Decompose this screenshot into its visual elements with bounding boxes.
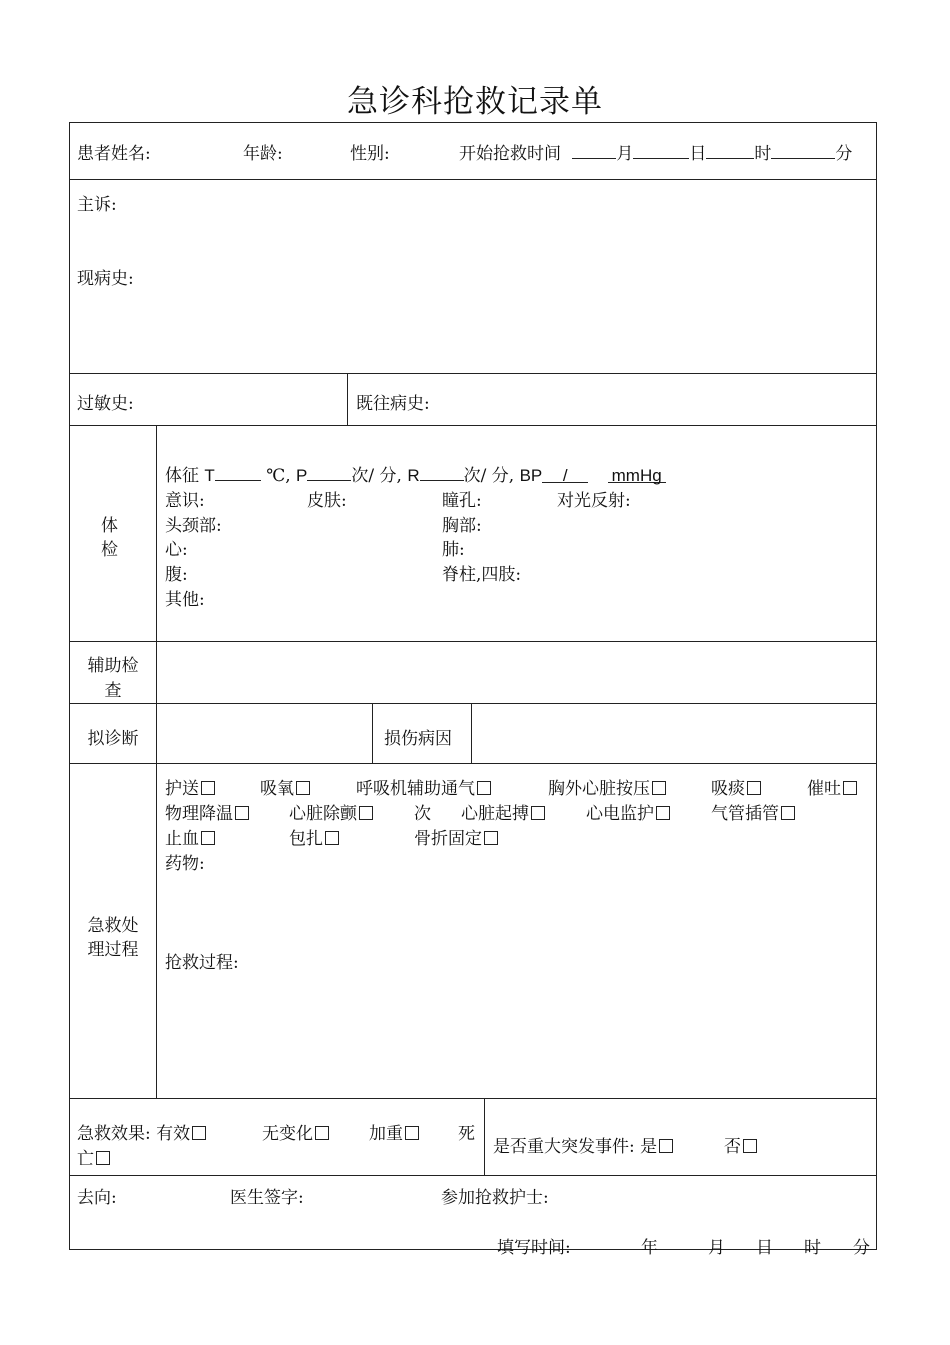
- mmhg-blank[interactable]: [608, 466, 666, 483]
- bandage-label: 包扎: [289, 829, 323, 849]
- month-blank[interactable]: [572, 142, 616, 159]
- fill-month-label: 月: [708, 1238, 725, 1258]
- light-reflex-label: 对光反射:: [557, 491, 631, 511]
- bp-slash: /: [562, 466, 568, 485]
- fill-time-label: 填写时间:: [497, 1238, 571, 1258]
- effect-option[interactable]: [262, 1119, 329, 1144]
- emesis-checkbox[interactable]: [843, 781, 857, 795]
- ventilator-label: 呼吸机辅助通气: [356, 779, 475, 799]
- column-divider: [471, 703, 472, 763]
- treatment-option[interactable]: [289, 799, 373, 824]
- temperature-label: T: [204, 466, 215, 485]
- skin-label: 皮肤:: [307, 491, 347, 511]
- treatment-option[interactable]: [807, 774, 857, 799]
- defibrillation-times-label: 次: [414, 804, 431, 824]
- pupil-label: 瞳孔:: [442, 491, 482, 511]
- bandage-checkbox[interactable]: [325, 831, 339, 845]
- cooling-checkbox[interactable]: [235, 806, 249, 820]
- celsius-unit: ℃,: [266, 466, 291, 486]
- escort-checkbox[interactable]: [201, 781, 215, 795]
- row-divider: [70, 641, 876, 642]
- fill-hour-label: 时: [804, 1238, 821, 1258]
- row-divider: [70, 373, 876, 374]
- patient-name-label: 患者姓名:: [77, 144, 151, 164]
- no-change-label: 无变化: [262, 1124, 313, 1144]
- no-checkbox[interactable]: [743, 1139, 757, 1153]
- oxygen-checkbox[interactable]: [296, 781, 310, 795]
- cpr-checkbox[interactable]: [652, 781, 666, 795]
- treatment-option[interactable]: [548, 774, 666, 799]
- cooling-label: 物理降温: [165, 804, 233, 824]
- present-illness-label: 现病史:: [77, 269, 134, 289]
- worse-label: 加重: [369, 1124, 403, 1144]
- column-divider: [484, 1098, 485, 1175]
- emesis-label: 催吐: [807, 779, 841, 799]
- doctor-sign-label: 医生签字:: [230, 1188, 304, 1208]
- mmhg-unit: mmHg: [611, 466, 662, 485]
- ecg-monitor-label: 心电监护: [586, 804, 654, 824]
- pacing-label: 心脏起搏: [461, 804, 529, 824]
- treatment-option[interactable]: [165, 799, 249, 824]
- day-blank[interactable]: [633, 142, 689, 159]
- treatment-option[interactable]: [711, 774, 761, 799]
- effective-checkbox[interactable]: [192, 1126, 206, 1140]
- other-label: 其他:: [165, 590, 205, 610]
- heart-label: 心:: [165, 540, 188, 560]
- hemostasis-checkbox[interactable]: [201, 831, 215, 845]
- consciousness-label: 意识:: [165, 491, 205, 511]
- form-title: 急诊科抢救记录单: [347, 84, 603, 120]
- treatment-option[interactable]: [165, 774, 215, 799]
- label-column-divider: [156, 425, 157, 1098]
- chest-label: 胸部:: [442, 516, 482, 536]
- row-divider: [70, 425, 876, 426]
- suction-label: 吸痰: [711, 779, 745, 799]
- treatment-option[interactable]: [461, 799, 545, 824]
- treatment-option[interactable]: [260, 774, 310, 799]
- major-event-row: [493, 1132, 673, 1157]
- nurses-label: 参加抢救护士:: [441, 1188, 549, 1208]
- spine-limbs-label: 脊柱,四肢:: [442, 565, 522, 585]
- month-label: 月: [616, 144, 634, 164]
- exam-label-1: 体: [101, 516, 118, 536]
- no-change-checkbox[interactable]: [315, 1126, 329, 1140]
- yes-label: 是: [640, 1137, 658, 1157]
- bp-label: BP: [519, 466, 543, 485]
- treatment-option[interactable]: [165, 824, 215, 849]
- worse-checkbox[interactable]: [405, 1126, 419, 1140]
- treatment-label-1: 急救处: [87, 916, 139, 936]
- column-divider: [347, 373, 348, 425]
- treatment-option[interactable]: [289, 824, 339, 849]
- abdomen-label: 腹:: [165, 565, 188, 585]
- age-label: 年龄:: [243, 144, 283, 164]
- row-divider: [70, 1098, 876, 1099]
- yes-checkbox[interactable]: [659, 1139, 673, 1153]
- vitals-row: [165, 461, 666, 486]
- no-label: 否: [724, 1137, 741, 1157]
- effective-label: 有效: [156, 1124, 191, 1144]
- oxygen-label: 吸氧: [260, 779, 294, 799]
- pulse-label: P: [296, 466, 308, 485]
- sex-label: 性别:: [350, 144, 390, 164]
- allergy-label: 过敏史:: [77, 394, 134, 414]
- respiration-label: R: [407, 466, 420, 485]
- day-label: 日: [689, 144, 707, 164]
- start-time-label: [459, 139, 852, 164]
- diagnosis-label: 拟诊断: [87, 729, 139, 749]
- treatment-option[interactable]: [356, 774, 491, 799]
- ventilator-checkbox[interactable]: [477, 781, 491, 795]
- escort-label: 护送: [165, 779, 199, 799]
- suction-checkbox[interactable]: [747, 781, 761, 795]
- exam-label-2: 检: [101, 540, 118, 560]
- intubation-label: 气管插管: [711, 804, 779, 824]
- major-event-label: 是否重大突发事件:: [493, 1137, 635, 1157]
- effect-option[interactable]: [77, 1144, 110, 1169]
- effect-row: [77, 1119, 206, 1144]
- fracture-fixation-checkbox[interactable]: [484, 831, 498, 845]
- fill-year-label: 年: [641, 1238, 658, 1258]
- defibrillation-label: 心脏除颤: [289, 804, 357, 824]
- fracture-fixation-label: 骨折固定: [414, 829, 482, 849]
- row-divider: [70, 703, 876, 704]
- head-neck-label: 头颈部:: [165, 516, 222, 536]
- row-divider: [70, 763, 876, 764]
- hour-label: 时: [754, 144, 772, 164]
- destination-label: 去向:: [77, 1188, 117, 1208]
- treatment-label-2: 理过程: [87, 940, 139, 960]
- death-label-1: 死: [458, 1124, 475, 1144]
- chief-complaint-label: 主诉:: [77, 195, 117, 215]
- vitals-label: 体征: [165, 466, 199, 486]
- treatment-option[interactable]: [414, 824, 498, 849]
- column-divider: [372, 703, 373, 763]
- death-checkbox[interactable]: [96, 1151, 110, 1165]
- ecg-monitor-checkbox[interactable]: [656, 806, 670, 820]
- drugs-label: 药物:: [165, 854, 205, 874]
- temperature-blank[interactable]: [215, 464, 261, 481]
- hour-blank[interactable]: [706, 142, 754, 159]
- pacing-checkbox[interactable]: [531, 806, 545, 820]
- bp-blank[interactable]: [542, 466, 588, 483]
- minute-blank[interactable]: [771, 142, 835, 159]
- fill-minute-label: 分: [853, 1238, 870, 1258]
- intubation-checkbox[interactable]: [781, 806, 795, 820]
- hemostasis-label: 止血: [165, 829, 199, 849]
- cpr-label: 胸外心脏按压: [548, 779, 650, 799]
- pulse-blank[interactable]: [307, 464, 351, 481]
- row-divider: [70, 1175, 876, 1176]
- rescue-record-form: [69, 122, 877, 1258]
- past-history-label: 既往病史:: [356, 394, 430, 414]
- aux-exam-label-2: 查: [104, 681, 122, 701]
- respiration-unit: 次/ 分,: [463, 466, 515, 486]
- injury-cause-label: 损伤病因: [384, 729, 452, 749]
- no-option[interactable]: [724, 1132, 757, 1157]
- aux-exam-label-1: 辅助检: [87, 656, 139, 676]
- rescue-process-label: 抢救过程:: [165, 953, 239, 973]
- effect-option[interactable]: [369, 1119, 419, 1144]
- lung-label: 肺:: [442, 540, 465, 560]
- start-time-text: 开始抢救时间: [459, 144, 561, 164]
- treatment-option[interactable]: [711, 799, 795, 824]
- defibrillation-checkbox[interactable]: [359, 806, 373, 820]
- row-divider: [70, 179, 876, 180]
- effect-label: 急救效果:: [77, 1124, 151, 1144]
- death-label-2: 亡: [77, 1149, 94, 1169]
- pulse-unit: 次/ 分,: [351, 466, 402, 486]
- minute-label: 分: [835, 144, 853, 164]
- respiration-blank[interactable]: [420, 464, 464, 481]
- treatment-option[interactable]: [586, 799, 670, 824]
- fill-day-label: 日: [756, 1238, 773, 1258]
